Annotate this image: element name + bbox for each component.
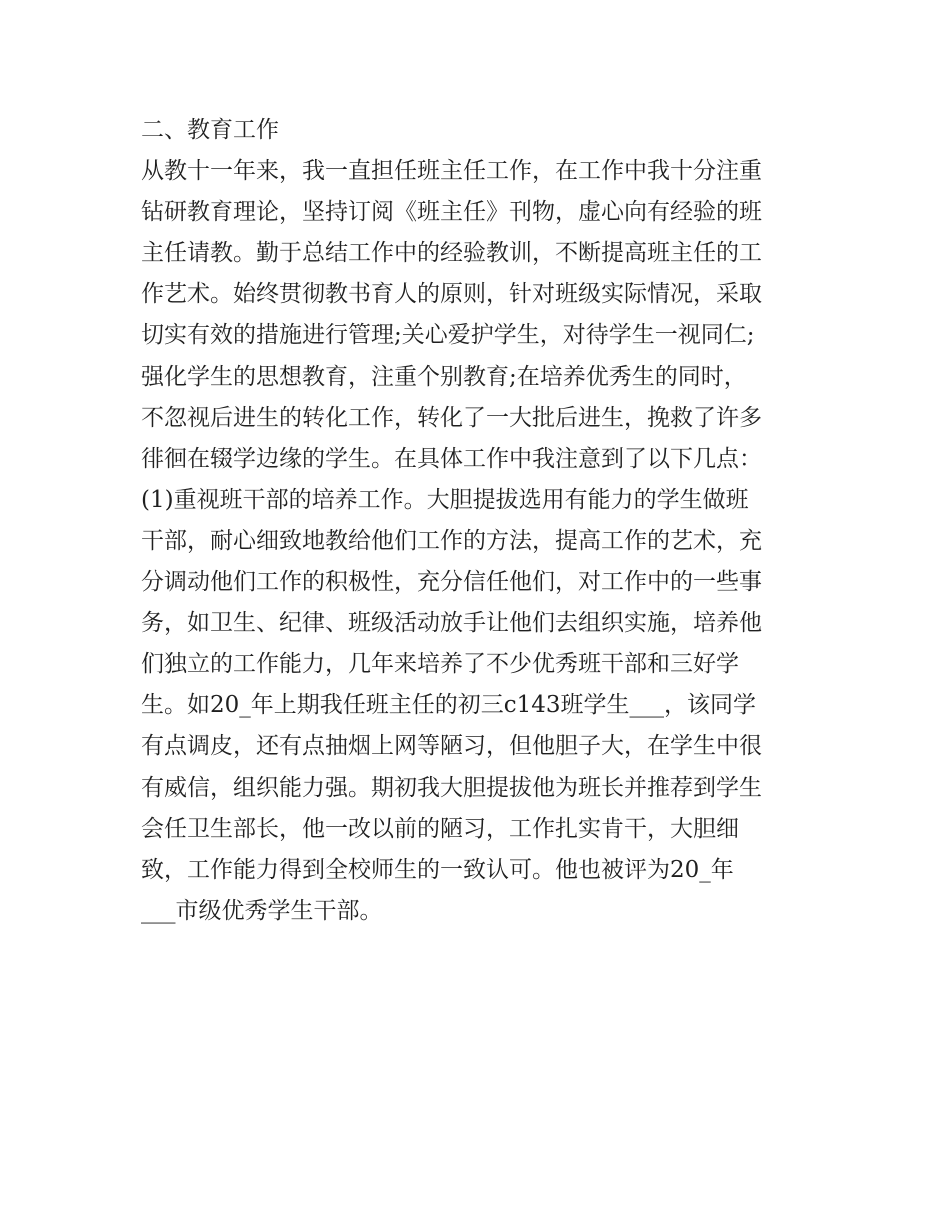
paragraph-line: 生。如20_年上期我任班主任的初三c143班学生___，该同学 [141,692,757,719]
paragraph-line: 从教十一年来，我一直担任班主任工作，在工作中我十分注重 [141,158,762,185]
paragraph-line: 们独立的工作能力，几年来培养了不少优秀班干部和三好学 [141,651,739,678]
paragraph-line: 徘徊在辍学边缘的学生。在具体工作中我注意到了以下几点： [141,445,762,472]
paragraph-line: 主任请教。勤于总结工作中的经验教训，不断提高班主任的工 [141,240,762,267]
paragraph-line: 有威信，组织能力强。期初我大胆提拔他为班长并推荐到学生 [141,774,762,801]
paragraph-line: 钻研教育理论，坚持订阅《班主任》刊物，虚心向有经验的班 [141,199,762,226]
paragraph-line: 干部，耐心细致地教给他们工作的方法，提高工作的艺术，充 [141,527,762,554]
document-body [141,110,841,932]
paragraph-line: 不忽视后进生的转化工作，转化了一大批后进生，挽救了许多 [141,404,762,431]
paragraph-line: 切实有效的措施进行管理;关心爱护学生，对待学生一视同仁; [141,322,755,349]
paragraph-line: 务，如卫生、纪律、班级活动放手让他们去组织实施，培养他 [141,610,762,637]
paragraph-line: 有点调皮，还有点抽烟上网等陋习，但他胆子大，在学生中很 [141,733,762,760]
paragraph-line: 作艺术。始终贯彻教书育人的原则，针对班级实际情况，采取 [141,281,762,308]
paragraph-line: 致，工作能力得到全校师生的一致认可。他也被评为20_年 [141,856,734,883]
paragraph-line: 强化学生的思想教育，注重个别教育;在培养优秀生的同时， [141,363,747,390]
paragraph-line: 分调动他们工作的积极性，充分信任他们，对工作中的一些事 [141,569,762,596]
paragraph-line: 会任卫生部长，他一改以前的陋习，工作扎实肯干，大胆细 [141,815,739,842]
paragraph-line: ___市级优秀学生干部。 [141,897,383,924]
paragraph-line: (1)重视班干部的培养工作。大胆提拔选用有能力的学生做班 [141,486,749,513]
section-heading: 二、教育工作 [141,117,279,143]
